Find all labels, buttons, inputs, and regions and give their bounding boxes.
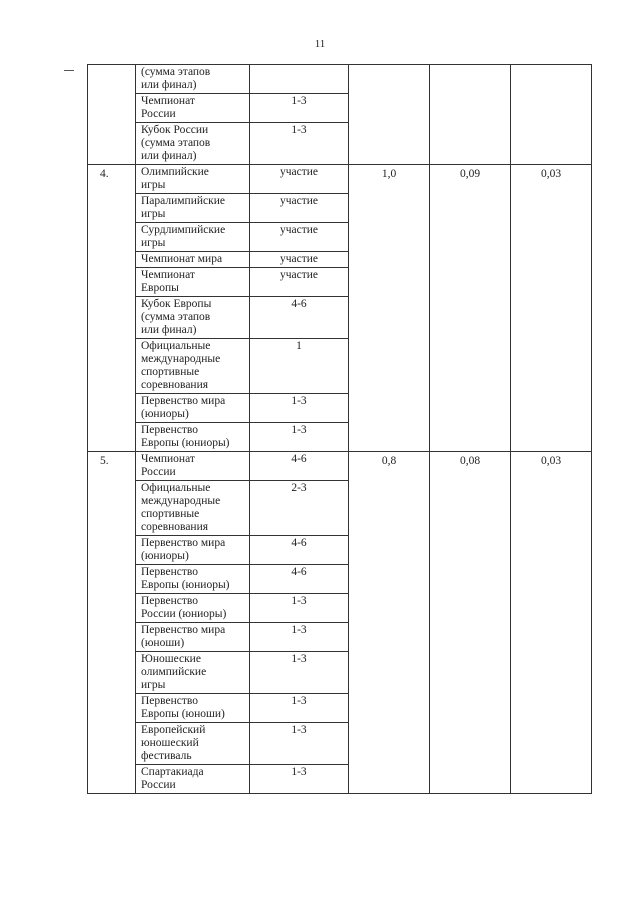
events-list bbox=[136, 165, 348, 451]
event-name-line: Первенство bbox=[141, 424, 199, 436]
event-name-line: Первенство bbox=[141, 566, 199, 578]
list-item bbox=[136, 565, 348, 594]
event-name-line: Чемпионат bbox=[141, 453, 195, 465]
coefficient-3: 0,03 bbox=[511, 165, 592, 452]
event-place: участие bbox=[250, 194, 349, 223]
event-place: 1-3 bbox=[250, 765, 349, 794]
list-item bbox=[136, 223, 348, 252]
margin-mark bbox=[64, 70, 74, 71]
event-name-line: Чемпионат bbox=[141, 95, 195, 107]
event-name bbox=[136, 536, 250, 565]
event-name-line: олимпийские bbox=[141, 666, 207, 678]
row-number: 4. bbox=[88, 165, 136, 452]
event-name-line: Первенство bbox=[141, 595, 199, 607]
coefficients-table bbox=[87, 64, 592, 794]
event-name bbox=[136, 123, 250, 165]
list-item bbox=[136, 452, 348, 481]
list-item bbox=[136, 623, 348, 652]
event-place: 4-6 bbox=[250, 565, 349, 594]
event-name-line: Юношеские bbox=[141, 653, 201, 665]
event-place: 1-3 bbox=[250, 623, 349, 652]
event-name-line: (юноши) bbox=[141, 637, 185, 649]
list-item bbox=[136, 123, 348, 165]
event-name bbox=[136, 594, 250, 623]
list-item bbox=[136, 652, 348, 694]
event-name-line: игры bbox=[141, 237, 166, 249]
event-place: 1 bbox=[250, 339, 349, 394]
events-cell bbox=[136, 65, 349, 165]
event-name bbox=[136, 94, 250, 123]
event-name-line: (сумма этапов bbox=[141, 66, 211, 78]
event-name-line: или финал) bbox=[141, 324, 197, 336]
event-name-line: (юниоры) bbox=[141, 408, 189, 420]
coefficient-3: 0,03 bbox=[511, 452, 592, 794]
event-name-line: соревнования bbox=[141, 521, 209, 533]
event-place: участие bbox=[250, 223, 349, 252]
events-cell bbox=[136, 452, 349, 794]
event-name-line: Европейский bbox=[141, 724, 206, 736]
event-place: 1-3 bbox=[250, 723, 349, 765]
table-row bbox=[88, 165, 592, 452]
event-name bbox=[136, 339, 250, 394]
event-name-line: соревнования bbox=[141, 379, 209, 391]
list-item bbox=[136, 339, 348, 394]
event-place: 1-3 bbox=[250, 123, 349, 165]
row-number: 5. bbox=[88, 452, 136, 794]
event-name-line: Первенство мира bbox=[141, 537, 226, 549]
event-name bbox=[136, 723, 250, 765]
event-name bbox=[136, 194, 250, 223]
event-name-line: Кубок Европы bbox=[141, 298, 212, 310]
event-name-line: или финал) bbox=[141, 79, 197, 91]
event-name bbox=[136, 694, 250, 723]
event-name bbox=[136, 652, 250, 694]
event-name-line: Олимпийские bbox=[141, 166, 209, 178]
coefficient-2: 0,08 bbox=[430, 452, 511, 794]
coefficient-2 bbox=[430, 65, 511, 165]
event-name-line: фестиваль bbox=[141, 750, 192, 762]
event-place: участие bbox=[250, 268, 349, 297]
event-name-line: Европы (юниоры) bbox=[141, 437, 230, 449]
list-item bbox=[136, 594, 348, 623]
event-place: 1-3 bbox=[250, 94, 349, 123]
event-name-line: Чемпионат мира bbox=[141, 253, 223, 265]
list-item bbox=[136, 481, 348, 536]
table-row bbox=[88, 65, 592, 165]
list-item bbox=[136, 536, 348, 565]
event-name-line: Первенство bbox=[141, 695, 199, 707]
event-name-line: России bbox=[141, 779, 176, 791]
event-name-line: Паралимпийские bbox=[141, 195, 225, 207]
event-name bbox=[136, 252, 250, 268]
event-name bbox=[136, 623, 250, 652]
event-place: 2-3 bbox=[250, 481, 349, 536]
event-name bbox=[136, 165, 250, 194]
event-name-line: Европы bbox=[141, 282, 179, 294]
list-item bbox=[136, 765, 348, 794]
coefficient-1 bbox=[349, 65, 430, 165]
event-name-line: или финал) bbox=[141, 150, 197, 162]
event-name-line: Европы (юниоры) bbox=[141, 579, 230, 591]
event-name-line: России (юниоры) bbox=[141, 608, 227, 620]
event-name-line: Официальные bbox=[141, 482, 211, 494]
event-name-line: международные bbox=[141, 353, 221, 365]
events-list bbox=[136, 452, 348, 793]
event-name bbox=[136, 565, 250, 594]
list-item bbox=[136, 65, 348, 94]
event-place: 1-3 bbox=[250, 594, 349, 623]
list-item bbox=[136, 94, 348, 123]
event-place: 1-3 bbox=[250, 394, 349, 423]
coefficient-1: 0,8 bbox=[349, 452, 430, 794]
event-name-line: спортивные bbox=[141, 366, 200, 378]
event-name bbox=[136, 452, 250, 481]
event-name bbox=[136, 268, 250, 297]
coefficient-1: 1,0 bbox=[349, 165, 430, 452]
event-name-line: Спартакиада bbox=[141, 766, 204, 778]
event-place: 4-6 bbox=[291, 453, 307, 465]
event-name bbox=[136, 394, 250, 423]
event-name-line: России bbox=[141, 108, 176, 120]
page-number: 11 bbox=[314, 38, 326, 50]
list-item bbox=[136, 394, 348, 423]
list-item bbox=[136, 165, 348, 194]
event-name-line: юношеский bbox=[141, 737, 199, 749]
list-item bbox=[136, 723, 348, 765]
event-name-line: (сумма этапов bbox=[141, 137, 211, 149]
table-row bbox=[88, 452, 592, 794]
coefficient-2: 0,09 bbox=[430, 165, 511, 452]
event-name-line: игры bbox=[141, 679, 166, 691]
event-place bbox=[250, 65, 349, 94]
event-place: 1-3 bbox=[250, 423, 349, 452]
event-name bbox=[136, 423, 250, 452]
event-place: 4-6 bbox=[250, 297, 349, 339]
row-number bbox=[88, 65, 136, 165]
event-name-line: международные bbox=[141, 495, 221, 507]
event-name bbox=[136, 481, 250, 536]
event-name-line: (юниоры) bbox=[141, 550, 189, 562]
event-name bbox=[136, 297, 250, 339]
event-name bbox=[136, 765, 250, 794]
event-name-line: России bbox=[141, 466, 176, 478]
events-list bbox=[136, 65, 348, 164]
event-name-line: Первенство мира bbox=[141, 395, 226, 407]
event-name-line: спортивные bbox=[141, 508, 200, 520]
list-item bbox=[136, 694, 348, 723]
list-item bbox=[136, 194, 348, 223]
coefficient-3 bbox=[511, 65, 592, 165]
list-item bbox=[136, 423, 348, 452]
event-name-line: Первенство мира bbox=[141, 624, 226, 636]
event-name-line: Кубок России bbox=[141, 124, 209, 136]
event-place: 4-6 bbox=[250, 536, 349, 565]
event-name-line: игры bbox=[141, 208, 166, 220]
event-name-line: игры bbox=[141, 179, 166, 191]
event-name-line: Европы (юноши) bbox=[141, 708, 225, 720]
event-place: участие bbox=[279, 166, 319, 178]
event-name-line: (сумма этапов bbox=[141, 311, 211, 323]
event-place: участие bbox=[250, 252, 349, 268]
list-item bbox=[136, 268, 348, 297]
event-name-line: Сурдлимпийские bbox=[141, 224, 226, 236]
event-place: 1-3 bbox=[250, 652, 349, 694]
event-name-line: Официальные bbox=[141, 340, 211, 352]
list-item bbox=[136, 252, 348, 268]
event-name bbox=[136, 223, 250, 252]
list-item bbox=[136, 297, 348, 339]
events-cell bbox=[136, 165, 349, 452]
event-name bbox=[136, 65, 250, 94]
event-name-line: Чемпионат bbox=[141, 269, 195, 281]
event-place: 1-3 bbox=[250, 694, 349, 723]
